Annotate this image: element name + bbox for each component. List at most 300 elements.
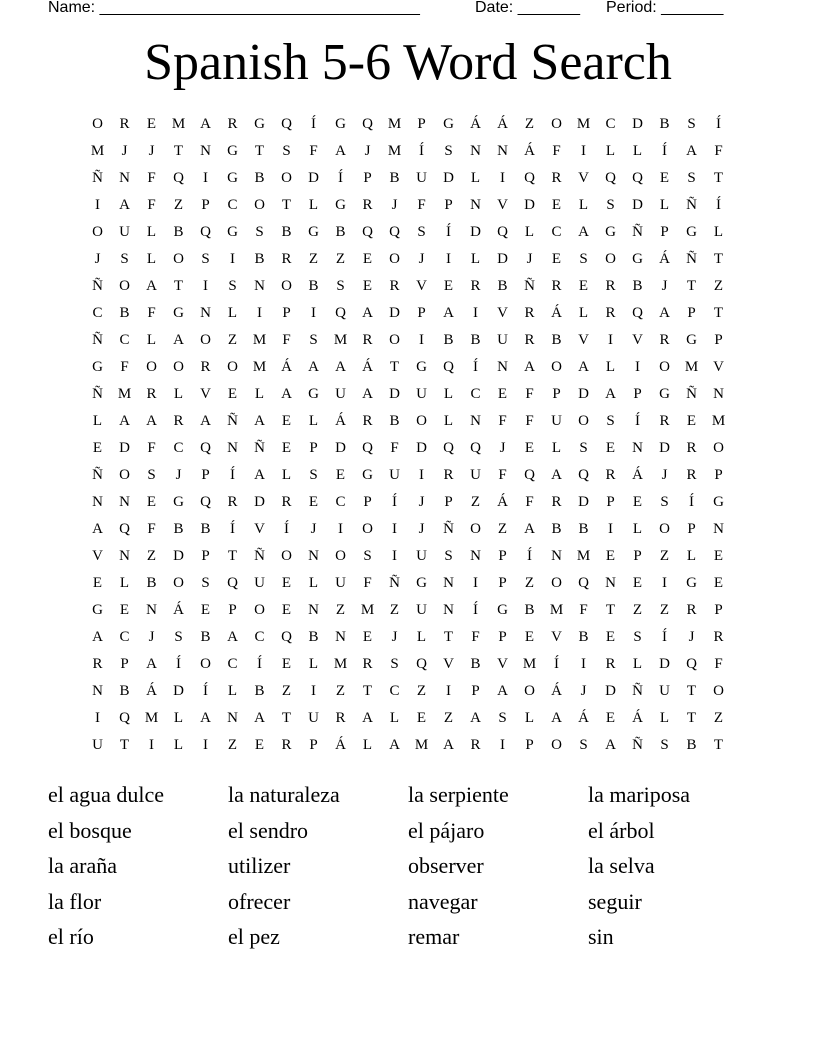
grid-letter: B [200,629,211,645]
grid-letter: T [686,278,697,294]
grid-letter: Q [173,170,184,186]
grid-letter: E [119,602,130,618]
grid-letter: Í [203,683,208,699]
grid-letter: A [659,305,670,321]
grid-letter: Z [524,116,535,132]
grid-letter: R [470,278,481,294]
grid-letter: Í [419,143,424,159]
grid-letter: L [227,305,238,321]
grid-letter: I [500,737,505,753]
grid-letter: Z [497,521,508,537]
grid-letter: E [281,602,292,618]
grid-letter: D [632,116,643,132]
grid-letter: G [686,332,697,348]
grid-letter: N [470,413,481,429]
grid-letter: Í [473,359,478,375]
grid-letter: I [230,251,235,267]
grid-letter: Ñ [92,467,103,483]
grid-letter: Q [524,170,535,186]
grid-letter: Z [335,683,346,699]
grid-letter: O [146,359,157,375]
word-bank-item: la serpiente [408,782,509,807]
grid-letter: Q [281,116,292,132]
grid-letter: R [605,656,616,672]
grid-letter: G [254,116,265,132]
grid-letter: P [309,440,318,456]
date-field[interactable]: Date: _______ [475,0,580,16]
grid-letter: R [389,278,400,294]
grid-letter: N [227,440,238,456]
grid-letter: P [282,305,291,321]
grid-letter: L [416,629,427,645]
grid-letter: O [713,683,724,699]
grid-letter: U [389,467,400,483]
grid-letter: P [687,521,696,537]
grid-letter: T [686,683,697,699]
grid-letter: M [711,413,726,429]
grid-letter: L [308,656,319,672]
grid-letter: Q [119,710,130,726]
grid-letter: Z [659,602,670,618]
grid-letter: S [579,440,588,456]
grid-letter: T [173,278,184,294]
grid-letter: Ñ [686,386,697,402]
grid-letter: L [524,224,535,240]
grid-letter: C [389,683,400,699]
grid-letter: E [308,494,319,510]
word-bank-item: el agua dulce [48,782,165,807]
grid-letter: C [335,494,346,510]
grid-letter: J [310,521,317,537]
grid-letter: D [443,170,454,186]
grid-letter: U [308,710,319,726]
page-title: Spanish 5-6 Word Search [144,34,672,91]
grid-letter: C [119,332,130,348]
grid-letter: L [578,305,589,321]
grid-letter: G [92,359,103,375]
grid-letter: B [173,521,184,537]
grid-letter: Z [227,332,238,348]
word-bank-item: el árbol [588,817,655,843]
grid-letter: L [119,575,130,591]
grid-letter: E [362,278,373,294]
grid-letter: U [416,602,427,618]
grid-letter: Q [200,494,211,510]
grid-letter: A [524,521,535,537]
grid-letter: S [579,251,588,267]
grid-letter: R [524,332,535,348]
grid-letter: Í [689,494,694,510]
grid-letter: S [687,170,696,186]
grid-letter: L [578,197,589,213]
grid-letter: A [443,305,454,321]
grid-letter: P [201,548,210,564]
grid-letter: L [308,575,319,591]
grid-letter: U [416,548,427,564]
grid-letter: B [578,521,589,537]
grid-letter: O [281,548,292,564]
grid-letter: O [92,116,103,132]
grid-letter: C [227,197,238,213]
grid-letter: Í [230,521,235,537]
grid-letter: R [281,737,292,753]
grid-letter: L [443,413,454,429]
grid-letter: N [200,305,211,321]
grid-letter: L [659,197,670,213]
grid-letter: A [686,143,697,159]
grid-letter: P [309,737,318,753]
grid-letter: P [498,629,507,645]
grid-letter: M [333,332,348,348]
grid-letter: O [254,602,265,618]
grid-letter: T [119,737,130,753]
grid-letter: T [281,197,292,213]
grid-letter: A [308,359,319,375]
grid-letter: D [308,170,319,186]
word-bank-item: utilizer [228,853,291,878]
grid-letter: Z [335,602,346,618]
grid-letter: L [632,143,643,159]
word-bank-item: observer [408,853,484,878]
grid-letter: D [659,440,670,456]
grid-letter: Ñ [686,197,697,213]
grid-letter: P [201,197,210,213]
grid-letter: B [632,278,643,294]
grid-letter: V [497,656,508,672]
grid-letter: T [227,548,238,564]
grid-letter: N [200,143,211,159]
grid-letter: Í [662,629,667,645]
grid-letter: R [686,467,697,483]
grid-letter: B [335,224,346,240]
grid-letter: O [551,359,562,375]
grid-letter: O [173,575,184,591]
grid-letter: I [203,170,208,186]
grid-letter: V [578,332,589,348]
grid-letter: A [200,116,211,132]
grid-letter: N [551,548,562,564]
grid-letter: P [498,548,507,564]
grid-letter: D [578,386,589,402]
grid-letter: E [713,548,724,564]
grid-letter: Á [632,710,643,726]
grid-letter: V [497,197,508,213]
grid-letter: U [497,332,508,348]
grid-letter: Á [173,602,184,618]
grid-letter: V [443,656,454,672]
grid-letter: O [659,521,670,537]
grid-letter: E [146,116,157,132]
grid-letter: G [173,494,184,510]
grid-letter: C [470,386,481,402]
grid-letter: Z [632,602,643,618]
grid-letter: E [92,440,103,456]
grid-letter: D [173,683,184,699]
grid-letter: Ñ [632,224,643,240]
word-search-grid [84,111,732,759]
grid-letter: P [201,467,210,483]
grid-letter: E [281,440,292,456]
grid-letter: A [605,737,616,753]
word-bank-item: la naturaleza [228,782,340,807]
grid-letter: A [227,629,238,645]
grid-letter: E [713,575,724,591]
grid-letter: L [173,710,184,726]
grid-letter: N [470,197,481,213]
grid-letter: E [659,170,670,186]
grid-letter: L [713,224,724,240]
grid-letter: S [417,224,426,240]
grid-letter: R [146,386,157,402]
grid-letter: Q [605,170,616,186]
grid-letter: F [147,305,156,321]
grid-letter: I [446,683,451,699]
grid-letter: O [173,251,184,267]
word-bank-item: el bosque [48,817,132,843]
grid-letter: S [606,197,615,213]
grid-letter: J [364,143,371,159]
grid-letter: M [576,116,591,132]
grid-letter: G [227,224,238,240]
grid-letter: A [362,386,373,402]
grid-letter: Í [527,548,532,564]
grid-letter: P [714,332,723,348]
grid-letter: R [362,332,373,348]
grid-letter: N [605,575,616,591]
grid-letter: P [444,197,453,213]
grid-letter: F [525,413,534,429]
grid-letter: O [362,521,373,537]
period-field[interactable]: Period: _______ [606,0,724,16]
grid-letter: G [173,305,184,321]
grid-letter: G [686,575,697,591]
grid-letter: Ñ [389,575,400,591]
word-bank-item: la mariposa [588,782,691,807]
grid-letter: S [201,575,210,591]
grid-letter: I [203,737,208,753]
grid-letter: A [119,197,130,213]
grid-letter: I [338,521,343,537]
grid-letter: L [146,332,157,348]
grid-letter: I [392,521,397,537]
grid-letter: E [524,629,535,645]
grid-letter: R [659,332,670,348]
grid-letter: Q [227,575,238,591]
grid-letter: I [608,332,613,348]
grid-letter: O [173,359,184,375]
grid-letter: Í [176,656,181,672]
word-bank-item: navegar [408,888,478,914]
grid-letter: J [175,467,182,483]
grid-letter: I [257,305,262,321]
grid-letter: R [362,413,373,429]
grid-letter: G [713,494,724,510]
grid-letter: F [309,143,318,159]
grid-letter: Z [713,710,724,726]
grid-letter: Á [497,494,508,510]
grid-letter: B [578,629,589,645]
grid-letter: L [470,170,481,186]
grid-letter: E [605,440,616,456]
grid-letter: T [389,359,400,375]
grid-letter: M [549,602,564,618]
grid-letter: O [281,170,292,186]
word-bank-item: el sendro [228,817,309,843]
grid-letter: A [524,359,535,375]
grid-letter: D [578,494,589,510]
grid-letter: I [581,656,586,672]
grid-letter: F [525,386,534,402]
grid-letter: Í [716,116,721,132]
grid-letter: E [632,494,643,510]
student-info-header [48,0,768,18]
grid-letter: A [362,305,373,321]
grid-letter: C [551,224,562,240]
grid-letter: V [92,548,103,564]
grid-letter: L [146,224,157,240]
grid-letter: Q [119,521,130,537]
grid-letter: I [500,170,505,186]
grid-letter: Q [362,116,373,132]
grid-letter: J [121,143,128,159]
grid-letter: V [713,359,724,375]
grid-letter: O [659,359,670,375]
grid-letter: N [632,440,643,456]
grid-letter: P [687,305,696,321]
word-bank-item: la flor [48,888,102,914]
grid-letter: L [227,683,238,699]
grid-letter: F [147,440,156,456]
grid-letter: D [632,197,643,213]
grid-letter: N [443,602,454,618]
grid-letter: R [605,305,616,321]
grid-letter: A [497,683,508,699]
grid-letter: C [119,629,130,645]
grid-letter: O [713,440,724,456]
grid-letter: D [659,656,670,672]
grid-letter: L [632,521,643,537]
grid-letter: T [713,251,724,267]
grid-letter: D [470,224,481,240]
grid-letter: Ñ [443,521,454,537]
grid-letter: Q [362,224,373,240]
grid-letter: E [551,197,562,213]
grid-letter: A [443,737,454,753]
grid-letter: T [173,143,184,159]
grid-letter: Z [470,494,481,510]
grid-letter: B [443,332,454,348]
grid-letter: R [362,197,373,213]
grid-letter: A [254,710,265,726]
grid-letter: G [335,197,346,213]
grid-letter: E [362,251,373,267]
grid-letter: Í [446,224,451,240]
grid-letter: J [526,251,533,267]
grid-letter: U [254,575,265,591]
word-bank-item: ofrecer [228,888,291,914]
grid-letter: F [498,413,507,429]
grid-letter: Á [497,116,508,132]
grid-letter: M [252,359,267,375]
grid-letter: I [446,251,451,267]
grid-letter: R [281,251,292,267]
grid-letter: D [389,386,400,402]
grid-letter: Q [200,440,211,456]
grid-letter: F [471,629,480,645]
grid-letter: A [200,413,211,429]
grid-letter: G [308,224,319,240]
grid-letter: O [281,278,292,294]
grid-letter: M [117,386,132,402]
grid-letter: G [416,575,427,591]
grid-letter: P [228,602,237,618]
grid-letter: O [335,548,346,564]
grid-letter: F [417,197,426,213]
grid-letter: I [149,737,154,753]
grid-letter: I [608,521,613,537]
grid-letter: O [524,683,535,699]
grid-letter: N [119,494,130,510]
grid-letter: P [552,386,561,402]
name-field[interactable]: Name: ____________________________________ [48,0,420,16]
grid-letter: Á [632,467,643,483]
grid-letter: Q [362,440,373,456]
grid-letter: Ñ [92,278,103,294]
grid-letter: S [444,548,453,564]
grid-letter: N [713,521,724,537]
grid-letter: I [419,332,424,348]
grid-letter: Q [632,170,643,186]
grid-letter: Q [443,440,454,456]
word-bank [48,780,768,960]
grid-letter: M [576,548,591,564]
grid-letter: E [146,494,157,510]
grid-letter: A [551,710,562,726]
grid-letter: O [227,359,238,375]
grid-letter: G [227,170,238,186]
grid-letter: Á [470,116,481,132]
grid-letter: A [551,467,562,483]
grid-letter: A [578,224,589,240]
grid-letter: Á [524,143,535,159]
grid-letter: A [92,521,103,537]
grid-letter: O [605,251,616,267]
grid-letter: G [227,143,238,159]
grid-letter: I [473,575,478,591]
grid-letter: I [95,197,100,213]
grid-letter: F [579,602,588,618]
grid-letter: Í [473,602,478,618]
grid-letter: Z [416,683,427,699]
grid-letter: T [713,170,724,186]
grid-letter: B [686,737,697,753]
grid-letter: Z [443,710,454,726]
grid-letter: P [444,494,453,510]
grid-letter: R [173,413,184,429]
grid-letter: P [363,494,372,510]
grid-letter: N [146,602,157,618]
grid-letter: A [146,278,157,294]
grid-letter: P [417,116,426,132]
grid-letter: Ñ [686,251,697,267]
grid-letter: O [389,251,400,267]
grid-letter: Ñ [227,413,238,429]
grid-letter: L [605,143,616,159]
grid-letter: Ñ [92,332,103,348]
grid-letter: R [551,494,562,510]
word-bank-item: el río [48,924,94,949]
grid-letter: N [92,494,103,510]
